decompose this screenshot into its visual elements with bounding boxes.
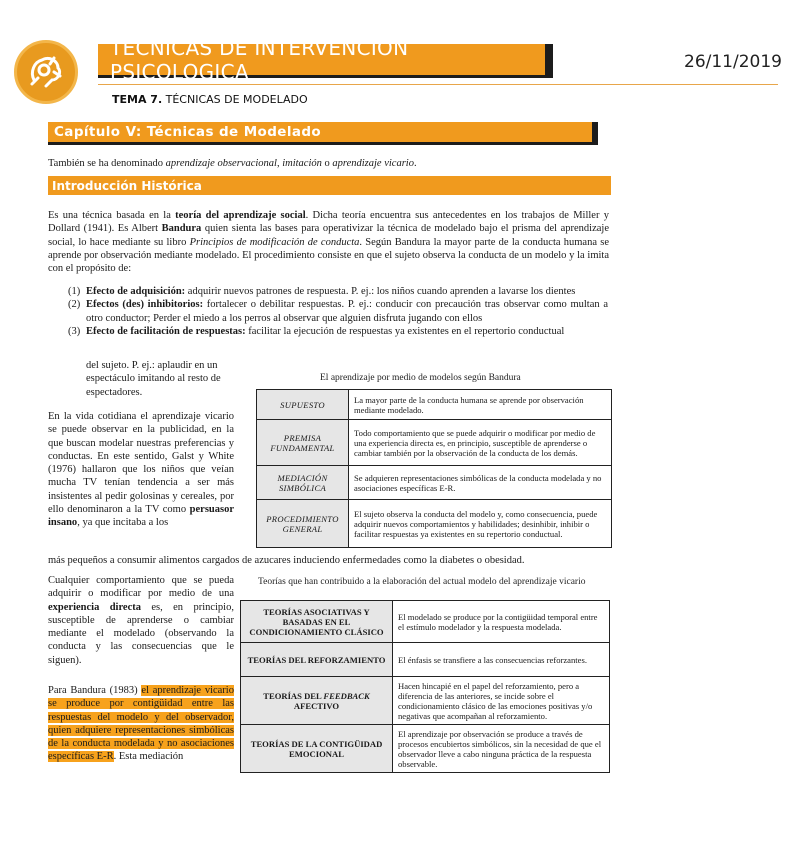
text: Para Bandura (1983) — [48, 685, 142, 696]
table-key: PROCEDIMIENTO GENERAL — [257, 500, 349, 548]
effect-name: Efectos (des) inhibitorios: — [86, 299, 204, 311]
bold-term: Bandura — [161, 223, 202, 235]
table-row — [241, 601, 610, 643]
table-row — [241, 725, 610, 773]
term: imitación — [282, 158, 322, 169]
table-value: El sujeto observa la conducta del modelo y, como consecuencia, puede adquirir nuevos comportamientos y habilidades; desinhibir, inhibir o facilitar respuestas ya existentes en su repertorio conductual. — [349, 500, 612, 548]
table-key — [241, 643, 393, 677]
table-value: Hacen hincapié en el papel del reforzamiento, pero a diferencia de las anteriores, se incide sobre el condicionamiento clásico de las emociones positivas y/o negativas que acompañan al reforzamiento. — [393, 677, 610, 725]
text: Cualquier comportamiento que se pueda adquirir o modificar por medio de una — [48, 575, 234, 600]
effect-name: Efecto de facilitación de respuestas: — [86, 325, 246, 337]
table-key: PREMISA FUNDAMENTAL — [257, 420, 349, 466]
effects-list — [68, 285, 608, 338]
table2-caption: Teorías que han contribuido a la elaboración del actual modelo del aprendizaje vicario — [258, 577, 586, 587]
brain-gears-icon — [24, 50, 68, 94]
table-value: Se adquieren representaciones simbólicas de la conducta modelada y no asociaciones específicas E-R. — [349, 466, 612, 500]
header-divider — [98, 84, 778, 85]
section-heading — [48, 176, 611, 195]
key-text: TEORÍAS DEL REFORZAMIENTO — [247, 654, 386, 665]
key-text: TEORÍAS ASOCIATIVAS Y BASADAS EN EL CONDICIONAMIENTO CLÁSICO — [249, 606, 384, 637]
text: es, en principio, susceptible de aprenderse o cambiar mediante el modelado (observando la conducta y las consecuencias que le siguen). — [48, 601, 234, 666]
text: , ya que incitaba a los — [77, 517, 169, 529]
key-italic: FEEDBACK — [323, 690, 370, 701]
highlighted-text: el aprendizaje vicario se produce por contigüidad entre las respuestas del modelo y del observador, quien adquiere representaciones simbólicas de la conducta modelada y no asociaciones específicas E-R — [48, 685, 234, 763]
text: quien sienta las bases para operativizar la técnica de modelado bajo el prisma del aprendizaje social, lo hace mediante su libro — [48, 223, 609, 248]
table-row — [241, 677, 610, 725]
daily-life-continuation: más pequeños a consumir alimentos cargados de azucares induciendo enfermedades como la diabetes o obesidad. — [48, 555, 525, 566]
also-called-paragraph — [48, 157, 608, 170]
text: . Dicha teoría encuentra sus antecedentes en los trabajos de Miller y Dollard (1941). Es Albert — [48, 210, 609, 235]
table-value: La mayor parte de la conducta humana se aprende por observación mediante modelado. — [349, 390, 612, 420]
section-title: Introducción Histórica — [52, 178, 202, 193]
list-number: (1) — [68, 286, 81, 297]
effect-text: fortalecer o debilitar respuestas. P. ej.: conducir con precaución tras observar como multan a otro conductor; Perder el miedo a los perros al observar que alguien disfruta jugando con ellos — [86, 299, 608, 324]
bold-term: teoría del aprendizaje social — [175, 210, 306, 221]
intro-paragraph — [48, 209, 609, 275]
logo — [14, 40, 78, 104]
table-value: El énfasis se transfiere a las consecuencias reforzantes. — [393, 643, 610, 677]
text: En la vida cotidiana el aprendizaje vicario se puede observar en la publicidad, en la que buscan modelar nuestras preferencias y conductas. En este sentido, Galst y White (1976) hallaron que los niños que veían mucha TV tenían tendencia a ser más insistentes al pedir golosinas y cereales, por ello denominaron a la TV como — [48, 411, 234, 516]
tema-text: TÉCNICAS DE MODELADO — [162, 93, 308, 106]
table-key: MEDIACIÓN SIMBÓLICA — [257, 466, 349, 500]
theories-table — [240, 600, 610, 773]
list-item — [68, 325, 604, 338]
key-text: TEORÍAS DE LA CONTIGÜIDAD EMOCIONAL — [250, 738, 383, 759]
text: . Esta mediación — [113, 751, 184, 763]
table-row — [241, 643, 610, 677]
direct-experience-paragraph — [48, 574, 234, 667]
list-item — [68, 285, 608, 298]
bandura-table — [256, 389, 612, 548]
table-key: SUPUESTO — [257, 390, 349, 420]
document-title-bar — [98, 35, 553, 84]
table-value: El modelado se produce por la contigüidad temporal entre el estímulo modelador y la respuesta modelada. — [393, 601, 610, 643]
table1-caption: El aprendizaje por medio de modelos según Bandura — [320, 373, 521, 383]
effect-text: adquirir nuevos patrones de respuesta. P. ej.: los niños cuando aprenden a lavarse los dientes — [185, 286, 576, 297]
bandura-paragraph — [48, 684, 234, 764]
effect3-example: del sujeto. P. ej.: aplaudir en un espectáculo imitando al resto de espectadores. — [86, 360, 221, 398]
effect-name: Efecto de adquisición: — [86, 286, 186, 297]
table-row — [257, 420, 612, 466]
table-value: El aprendizaje por observación se produce a través de procesos encubiertos simbólicos, sin la necesidad de que el observador lleve a cabo ninguna práctica de la respuesta observable. — [393, 725, 610, 773]
bold-term: persuasor insano — [48, 504, 234, 529]
book-title: Principios de modificación de conducta — [189, 236, 360, 248]
table-key — [241, 725, 393, 773]
text: o — [321, 158, 333, 169]
text: Es una técnica basada en la — [48, 210, 176, 221]
key-text: TEORÍAS DEL — [263, 690, 324, 701]
key-text: AFECTIVO — [293, 700, 340, 711]
term: aprendizaje vicario — [332, 158, 414, 169]
document-date: 26/11/2019 — [684, 52, 782, 72]
text: . — [413, 158, 417, 169]
table-row — [257, 466, 612, 500]
text: . Según Bandura la mayor parte de la conducta humana se aprende por observación mediante modelado. El procedimiento consiste en que el sujeto observa la conducta de un modelo y la imita con el propósito de: — [48, 236, 609, 275]
document-title: TÉCNICAS DE INTERVENCIÓN PSICOLOGICA — [110, 35, 409, 84]
tema-subtitle — [112, 93, 308, 106]
bold-term: experiencia directa — [48, 601, 141, 613]
effect-text: facilitar la ejecución de respuestas ya existentes en el repertorio conductual — [245, 325, 565, 337]
table-row — [257, 500, 612, 548]
table-row — [257, 390, 612, 420]
table-key — [241, 677, 393, 725]
daily-life-paragraph — [48, 410, 234, 530]
table-key — [241, 601, 393, 643]
list-item — [68, 298, 608, 325]
chapter-title: Capítulo V: Técnicas de Modelado — [54, 124, 322, 140]
term: aprendizaje observacional — [165, 158, 277, 169]
tema-label: TEMA 7. — [112, 93, 163, 106]
text: , — [276, 158, 283, 169]
list-number: (3) — [68, 325, 81, 337]
list-number: (2) — [68, 299, 81, 311]
text: También se ha denominado — [48, 158, 166, 169]
chapter-heading — [48, 122, 598, 145]
table-value: Todo comportamiento que se puede adquirir o modificar por medio de una experiencia directa es, en principio, susceptible de aprenderse o cambiar también por la observación de la conducta de los demás. — [349, 420, 612, 466]
